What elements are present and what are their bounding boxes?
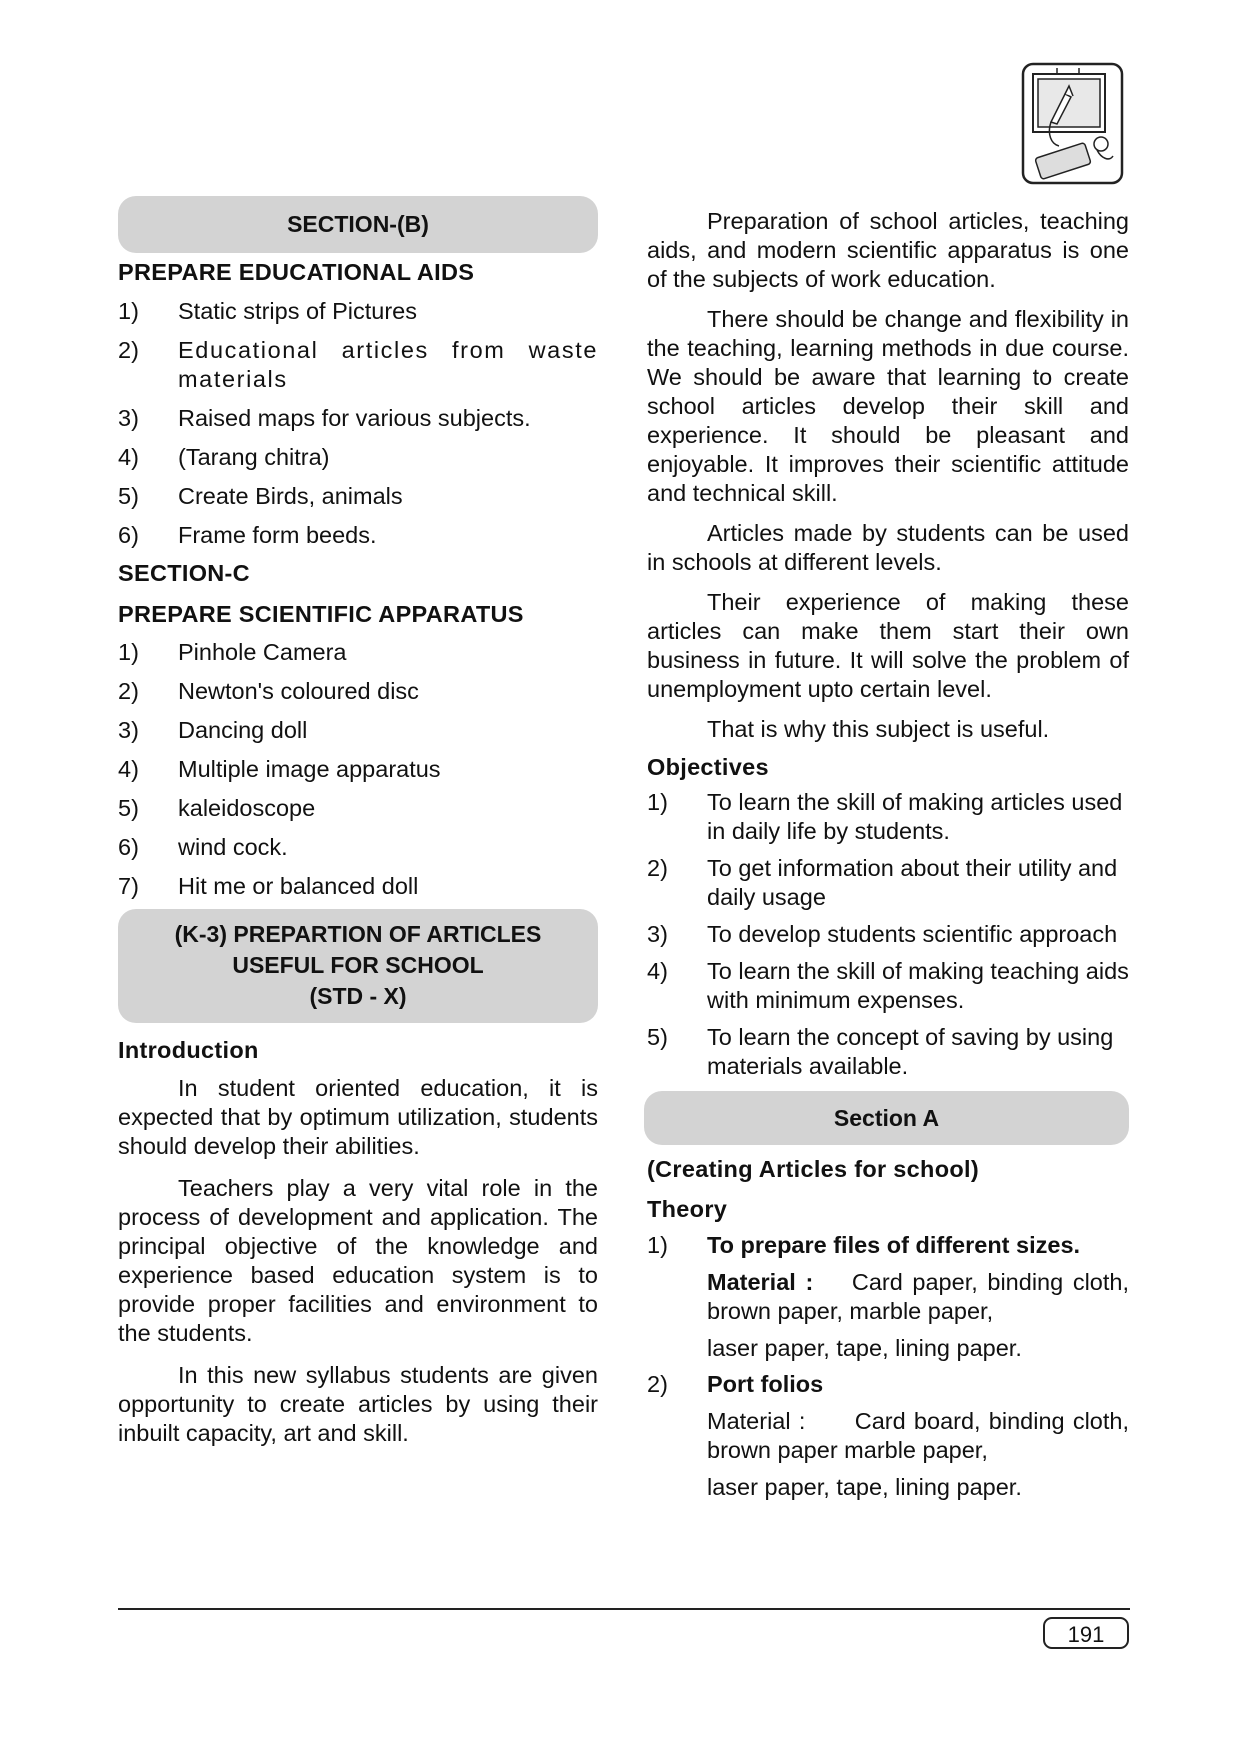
list-item-text: kaleidoscope: [178, 795, 316, 821]
k3-title-box: [118, 909, 598, 1023]
right-paragraph-2: There should be change and flexibility in the teaching, learning methods in due course. We should be aware that learning to create school articles develop their skill and experience. It should be pleasant and enjoyable. It improves their scientific attitude and technical skill.: [647, 306, 1129, 506]
list-item: [118, 755, 598, 784]
right-paragraph-5: That is why this subject is useful.: [707, 716, 1050, 742]
list-item-text: Raised maps for various subjects.: [178, 405, 531, 431]
computer-drawing-icon: [1021, 62, 1124, 185]
list-item: [118, 521, 598, 550]
list-item: [118, 297, 598, 326]
right-column: [647, 207, 1129, 1502]
intro-paragraph-3: In this new syllabus students are given opportunity to create articles by using their inbuilt capacity, art and skill.: [118, 1362, 598, 1446]
material-text-2: Card board, binding cloth, brown paper marble paper,: [707, 1408, 1129, 1463]
objectives-heading: Objectives: [647, 754, 769, 780]
list-item-text: Hit me or balanced doll: [178, 873, 419, 899]
theory-item-1-title: To prepare files of different sizes.: [707, 1232, 1081, 1258]
list-item-text: To learn the skill of making teaching aids with minimum expenses.: [707, 958, 1129, 1013]
right-paragraph-3: Articles made by students can be used in schools at different levels.: [647, 520, 1129, 575]
section-b-title: SECTION-(B): [118, 196, 598, 253]
list-item: [118, 716, 598, 745]
list-item: [118, 482, 598, 511]
material-label-2: Material :: [707, 1408, 806, 1434]
section-c-heading: PREPARE SCIENTIFIC APPARATUS: [118, 601, 524, 627]
list-item-number: 4): [647, 958, 668, 984]
list-item-number: 2): [118, 678, 139, 704]
theory-heading: Theory: [647, 1196, 728, 1222]
list-item: [118, 833, 598, 862]
list-item-text: Newton's coloured disc: [178, 678, 419, 704]
list-item-number: 4): [118, 756, 139, 782]
list-item-number: 3): [118, 405, 139, 431]
section-a-subtitle: (Creating Articles for school): [647, 1156, 979, 1182]
section-b-heading: PREPARE EDUCATIONAL AIDS: [118, 259, 475, 285]
list-item-number: 5): [647, 1024, 668, 1050]
list-item-number: 2): [647, 855, 668, 881]
k3-title-line1: (K-3) PREPARTION OF ARTICLES: [174, 921, 542, 947]
list-item: [647, 1023, 1129, 1081]
list-item-text: To get information about their utility and daily usage: [707, 855, 1118, 910]
objectives-list: [647, 788, 1129, 1081]
list-item-number: 2): [118, 337, 139, 363]
list-item-text: Multiple image apparatus: [178, 756, 441, 782]
list-item-number: 7): [118, 873, 139, 899]
list-item: [118, 638, 598, 667]
list-item-text: Frame form beeds.: [178, 522, 377, 548]
list-item-number: 5): [118, 795, 139, 821]
section-b-list: [118, 297, 598, 550]
list-item: [118, 872, 598, 901]
intro-paragraph-2: Teachers play a very vital role in the process of development and application. The principal objective of the knowledge and experience based education system is to provide proper facilities and environment to the students.: [118, 1175, 598, 1346]
right-paragraph-1: Preparation of school articles, teaching aids, and modern scientific apparatus is one of the subjects of work education.: [647, 208, 1129, 292]
theory-item-1-number: 1): [647, 1232, 668, 1258]
list-item: [647, 920, 1129, 949]
list-item-text: To learn the concept of saving by using materials available.: [707, 1024, 1114, 1079]
list-item: [118, 336, 598, 394]
material-label-1: Material :: [707, 1269, 814, 1295]
list-item-number: 1): [647, 789, 668, 815]
theory-item-2: [647, 1370, 1129, 1399]
section-a-title: Section A: [644, 1091, 1129, 1145]
theory-item-2-number: 2): [647, 1371, 668, 1397]
list-item: [647, 854, 1129, 912]
theory-item-1: [647, 1231, 1129, 1260]
list-item-text: (Tarang chitra): [178, 444, 330, 470]
list-item-number: 5): [118, 483, 139, 509]
list-item-number: 6): [118, 522, 139, 548]
page-number: 191: [1043, 1617, 1129, 1649]
k3-title-line2: USEFUL FOR SCHOOL: [232, 952, 484, 978]
theory-item-2-material: [647, 1407, 1129, 1465]
theory-item-1-material: [647, 1268, 1129, 1326]
list-item-text: Dancing doll: [178, 717, 308, 743]
introduction-heading: Introduction: [118, 1037, 259, 1063]
material-text-1b: laser paper, tape, lining paper.: [707, 1335, 1022, 1361]
section-c-title: SECTION-C: [118, 560, 250, 586]
list-item: [118, 677, 598, 706]
list-item-number: 4): [118, 444, 139, 470]
material-text-2b: laser paper, tape, lining paper.: [707, 1474, 1022, 1500]
list-item: [118, 404, 598, 433]
list-item-text: Static strips of Pictures: [178, 298, 417, 324]
list-item-number: 1): [118, 639, 139, 665]
list-item: [647, 957, 1129, 1015]
list-item-text: Create Birds, animals: [178, 483, 403, 509]
right-paragraph-4: Their experience of making these articles can make them start their own business in future. It will solve the problem of unemployment upto certain level.: [647, 589, 1129, 702]
section-c-list: [118, 638, 598, 901]
list-item-text: Pinhole Camera: [178, 639, 347, 665]
list-item-text: Educational articles from waste materials: [178, 337, 598, 392]
list-item-text: To develop students scientific approach: [707, 921, 1118, 947]
left-column: [118, 196, 598, 1448]
list-item-text: wind cock.: [178, 834, 288, 860]
intro-paragraph-1: In student oriented education, it is expected that by optimum utilization, students should develop their abilities.: [118, 1075, 598, 1159]
list-item-number: 3): [118, 717, 139, 743]
theory-item-2-title: Port folios: [707, 1371, 824, 1397]
list-item-number: 6): [118, 834, 139, 860]
material-text-1: Card paper, binding cloth, brown paper, marble paper,: [707, 1269, 1129, 1324]
list-item: [647, 788, 1129, 846]
list-item-number: 1): [118, 298, 139, 324]
k3-title-line3: (STD - X): [309, 983, 407, 1009]
list-item: [118, 443, 598, 472]
footer-divider: [118, 1608, 1130, 1610]
list-item-number: 3): [647, 921, 668, 947]
list-item: [118, 794, 598, 823]
list-item-text: To learn the skill of making articles used in daily life by students.: [707, 789, 1123, 844]
